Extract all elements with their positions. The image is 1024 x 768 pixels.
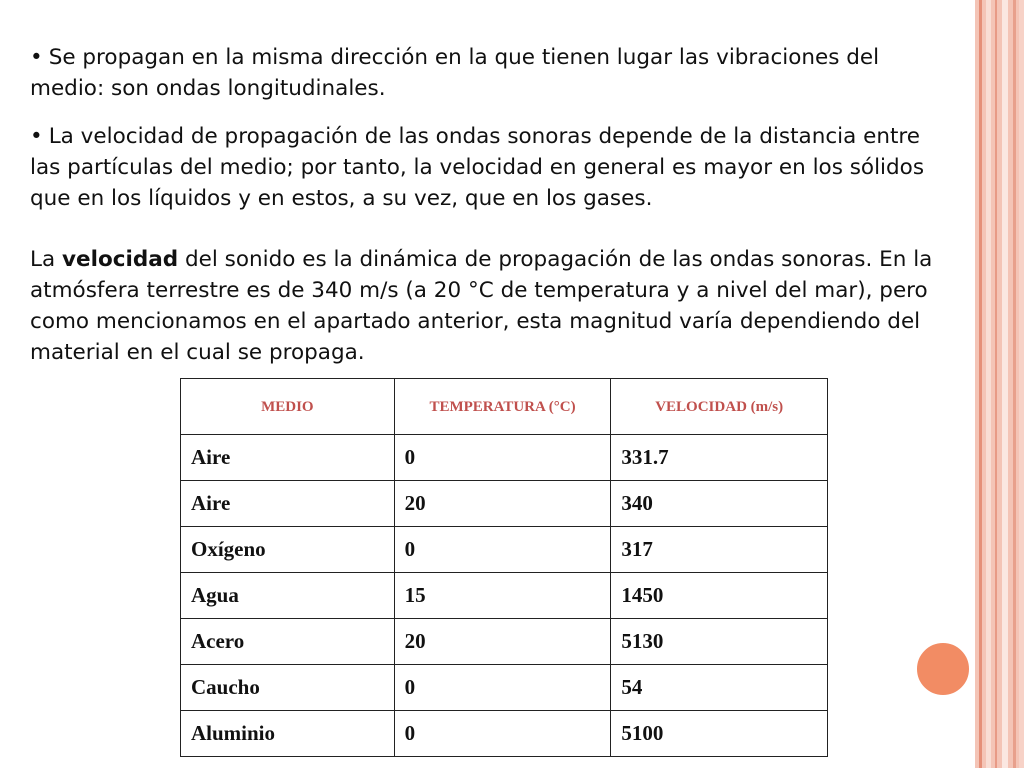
cell-velocidad: 54 <box>611 665 828 711</box>
paragraph-velocity-medium <box>30 121 935 214</box>
cell-medio: Agua <box>181 573 395 619</box>
cell-medio: Aluminio <box>181 711 395 757</box>
decorative-stripe <box>986 0 991 768</box>
cell-velocidad: 331.7 <box>611 435 828 481</box>
cell-velocidad: 5130 <box>611 619 828 665</box>
sound-speed-table <box>180 378 828 757</box>
cell-temperatura: 20 <box>394 481 611 527</box>
decorative-stripe <box>979 0 982 768</box>
paragraph-text: del sonido es la dinámica de propagación de las ondas sonoras. En la atmósfera terrestre es de 340 m/s (a 20 °C de temperatura y a nivel del mar), pero como mencionamos en el apartado anterior, esta magnitud varía dependiendo del material en el cual se propaga. <box>30 247 933 365</box>
bullet: • <box>30 124 43 149</box>
paragraph-text: La velocidad de propagación de las ondas sonoras depende de la distancia entre las partículas del medio; por tanto, la velocidad en general es mayor en los sólidos que en los líquidos y en estos, a su vez, que en los gases. <box>30 124 925 211</box>
table-row <box>181 711 828 757</box>
header-temperatura: TEMPERATURA (°C) <box>394 379 611 435</box>
paragraph-lead: La <box>30 247 62 272</box>
paragraph-longitudinal <box>30 42 935 104</box>
table-row <box>181 665 828 711</box>
cell-medio: Aire <box>181 481 395 527</box>
decorative-stripes <box>975 0 1024 768</box>
table-row <box>181 435 828 481</box>
table-row <box>181 527 828 573</box>
decorative-circle <box>914 640 972 698</box>
decorative-stripe <box>1002 0 1008 768</box>
cell-temperatura: 0 <box>394 435 611 481</box>
bullet: • <box>30 45 43 70</box>
table-row <box>181 619 828 665</box>
table-row <box>181 481 828 527</box>
bold-term: velocidad <box>62 247 179 272</box>
cell-velocidad: 1450 <box>611 573 828 619</box>
cell-velocidad: 317 <box>611 527 828 573</box>
header-velocidad: VELOCIDAD (m/s) <box>611 379 828 435</box>
decorative-stripe <box>1013 0 1016 768</box>
cell-temperatura: 20 <box>394 619 611 665</box>
decorative-stripe <box>995 0 997 768</box>
header-medio: MEDIO <box>181 379 395 435</box>
cell-velocidad: 5100 <box>611 711 828 757</box>
paragraph-velocity-definition <box>30 244 935 368</box>
decorative-stripe <box>1019 0 1024 768</box>
cell-temperatura: 15 <box>394 573 611 619</box>
cell-medio: Oxígeno <box>181 527 395 573</box>
cell-temperatura: 0 <box>394 711 611 757</box>
table-row <box>181 573 828 619</box>
cell-medio: Caucho <box>181 665 395 711</box>
paragraph-text: Se propagan en la misma dirección en la que tienen lugar las vibraciones del medio: son ondas longitudinales. <box>30 45 880 101</box>
table-header-row <box>181 379 828 435</box>
cell-medio: Aire <box>181 435 395 481</box>
cell-medio: Acero <box>181 619 395 665</box>
cell-temperatura: 0 <box>394 665 611 711</box>
cell-velocidad: 340 <box>611 481 828 527</box>
cell-temperatura: 0 <box>394 527 611 573</box>
